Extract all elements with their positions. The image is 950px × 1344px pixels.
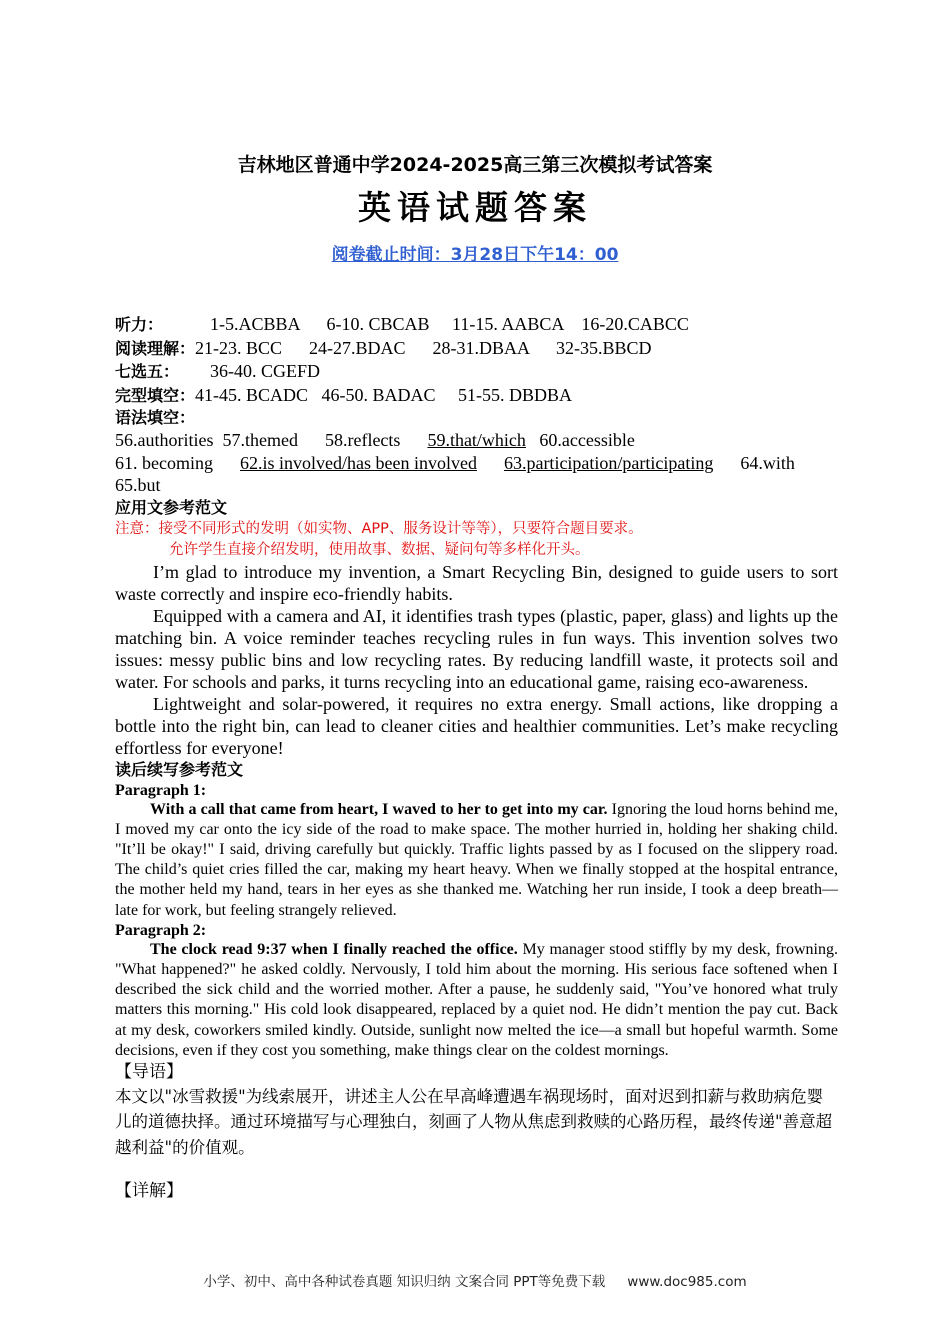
cloze-label: 完型填空： <box>115 385 196 405</box>
grading-note: 注意：接受不同形式的发明（如实物、APP、服务设计等等），只要符合题目要求。 <box>115 520 643 537</box>
paragraph-body: Ignoring the loud horns behind me, I moved my car onto the icy side of the road to make space. The mother hurried in, holding her shaking child. "It’ll be okay!" I said, driving carefully but quickly. Traffic lights passed by as I focused on the slippery road. The child’s quiet cries filled the car, making my heart heavy. When we finally stopped at the hospital entrance, the mother held my hand, tears in her eyes as she thanked me. Watching her run inside, I took a deep breath—late for work, but feeling strangely relieved. <box>115 800 838 919</box>
paragraph-2-label: Paragraph 2: <box>115 921 207 939</box>
footer-site-link[interactable]: www.doc985.com <box>627 1274 747 1290</box>
cloze-answers <box>115 384 838 408</box>
answer-content <box>115 313 838 1203</box>
reading-values: 21-23. BCC 24-27.BDAC 28-31.DBAA 32-35.BBCD <box>195 337 652 358</box>
answer-key-title: 英语试题答案 <box>358 188 592 227</box>
grading-note: 允许学生直接介绍发明，使用故事、数据、疑问句等多样化开头。 <box>169 541 590 558</box>
grammar-answer: 57.themed <box>222 430 298 450</box>
reading-answers <box>115 337 838 361</box>
grammar-answer: 59.that/which <box>427 430 526 450</box>
grammar-answer: 65.but <box>115 475 161 495</box>
paragraph-lead-sentence: The clock read 9:37 when I finally reached the office. <box>150 940 518 958</box>
seven-choice-label: 七选五： <box>115 362 180 381</box>
grammar-answers <box>115 429 838 497</box>
essay-paragraph: Equipped with a camera and AI, it identifies trash types (plastic, paper, glass) and lights up the matching bin. A voice reminder teaches recycling rules in fun ways. This invention solves two issues: messy public bins and low recycling rates. By reducing landfill waste, it protects soil and water. For schools and parks, it turns recycling into an educational game, raising eco-awareness. <box>115 605 838 692</box>
story-paragraph-1 <box>115 800 838 921</box>
footer-text: 小学、初中、高中各种试卷真题 知识归纳 文案合同 PPT等免费下载 <box>203 1274 606 1290</box>
grammar-answer: 56.authorities <box>115 430 214 450</box>
seven-choice-answers <box>115 360 838 384</box>
story-paragraph-2 <box>115 940 838 1061</box>
grammar-label: 语法填空： <box>115 408 196 427</box>
grammar-answer: 63.participation/participating <box>503 452 714 473</box>
guide-label: 【导语】 <box>115 1061 183 1082</box>
listening-answers <box>115 313 838 337</box>
cloze-values: 41-45. BCADC 46-50. BADAC 51-55. DBDBA <box>195 384 573 405</box>
listening-label: 听力： <box>115 315 164 334</box>
listening-values: 1-5.ACBBA 6-10. CBCAB 11-15. AABCA 16-20.CABCC <box>210 314 689 334</box>
detail-label: 【详解】 <box>115 1181 183 1202</box>
grammar-answer: 62.is involved/has been involved <box>239 452 477 473</box>
essay-paragraph: Lightweight and solar-powered, it requires no extra energy. Small actions, like dropping a bottle into the right bin, can lead to cleaner cities and healthier communities. Let’s make recycling effortless for everyone! <box>115 693 838 758</box>
page-footer <box>0 1270 950 1290</box>
grammar-answer: 64.with <box>740 452 795 473</box>
grading-deadline: 阅卷截止时间：3月28日下午14：00 <box>331 245 619 265</box>
grammar-answer: 61. becoming <box>115 452 213 473</box>
applied-writing-heading: 应用文参考范文 <box>115 497 228 517</box>
exam-title: 吉林地区普通中学2024-2025高三第三次模拟考试答案 <box>237 154 713 176</box>
paragraph-body: My manager stood stiffly by my desk, frowning. "What happened?" he asked coldly. Nervously, I told him about the morning. His serious face softened when I described the sick child and the worried mother. After a pause, he suddenly said, "You’ve honored what truly matters this morning." His cold look disappeared, replaced by a quiet nod. He didn’t mention the pay cut. Back at my desk, coworkers smiled kindly. Outside, sunlight now melted the ice—a small but hopeful warmth. Some decisions, even if they cost you something, make things clear on the coldest mornings. <box>115 940 838 1059</box>
essay-paragraph: I’m glad to introduce my invention, a Smart Recycling Bin, designed to guide users to sort waste correctly and inspire eco-friendly habits. <box>115 561 838 604</box>
paragraph-lead-sentence: With a call that came from heart, I waved to her to get into my car. <box>150 800 608 818</box>
seven-choice-values: 36-40. CGEFD <box>210 361 321 381</box>
continuation-heading: 读后续写参考范文 <box>115 759 244 779</box>
guide-text: 本文以"冰雪救援"为线索展开，讲述主人公在早高峰遭遇车祸现场时，面对迟到扣薪与救助病危婴儿的道德抉择。通过环境描写与心理独白，刻画了人物从焦虑到救赎的心路历程，最终传递"善意超越利益"的价值观。 <box>115 1086 833 1157</box>
grammar-answer: 60.accessible <box>539 430 635 450</box>
paragraph-1-label: Paragraph 1: <box>115 781 207 799</box>
grammar-answer: 58.reflects <box>324 430 401 450</box>
reading-label: 阅读理解： <box>115 338 196 358</box>
